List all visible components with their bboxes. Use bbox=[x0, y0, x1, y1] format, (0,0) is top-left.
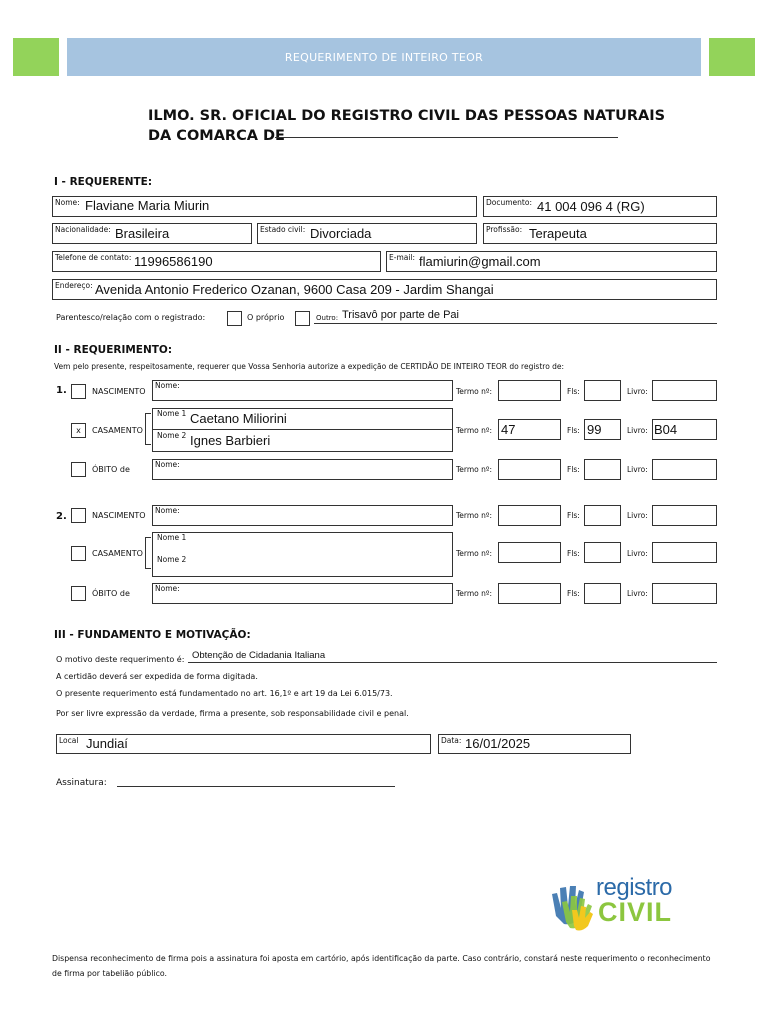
b1-obito-nome-field[interactable] bbox=[152, 459, 453, 480]
motivo-value: Obtenção de Cidadania Italiana bbox=[192, 650, 326, 661]
b1-nome1-value: Caetano Miliorini bbox=[190, 411, 287, 426]
b1-casamento-nome1-field[interactable] bbox=[152, 408, 453, 430]
telefone-value: 11996586190 bbox=[134, 254, 213, 269]
title-line-2: DA COMARCA DE bbox=[148, 128, 285, 144]
banner-title: REQUERIMENTO DE INTEIRO TEOR bbox=[284, 50, 484, 64]
b2-nascimento-termo-label: Termo nº: bbox=[456, 511, 492, 520]
b1-nome2-value: Ignes Barbieri bbox=[190, 433, 271, 448]
b1-nome2-label: Nome 2 bbox=[157, 431, 187, 440]
nome-field[interactable] bbox=[52, 196, 477, 217]
form-banner bbox=[67, 38, 701, 76]
block-2-number: 2. bbox=[56, 511, 67, 522]
b1-obito-livro-field[interactable] bbox=[652, 459, 717, 480]
b2-casamento-nomes-field[interactable] bbox=[152, 532, 453, 577]
b1-casamento-termo-field[interactable] bbox=[498, 419, 561, 440]
email-field[interactable] bbox=[386, 251, 717, 272]
b1-nascimento-checkbox[interactable] bbox=[71, 384, 86, 399]
parentesco-label: Parentesco/relação com o registrado: bbox=[56, 313, 206, 322]
comarca-line[interactable] bbox=[275, 137, 618, 138]
b2-nascimento-nome-field[interactable] bbox=[152, 505, 453, 526]
b2-nascimento-fls-field[interactable] bbox=[584, 505, 621, 526]
local-label: Local bbox=[59, 736, 79, 745]
b1-casamento-fls-field[interactable] bbox=[584, 419, 621, 440]
b1-obito-fls-label: Fls: bbox=[567, 465, 580, 474]
b1-nascimento-termo-field[interactable] bbox=[498, 380, 561, 401]
b1-nascimento-livro-field[interactable] bbox=[652, 380, 717, 401]
b1-nascimento-nome-field[interactable] bbox=[152, 380, 453, 401]
b1-nome1-label: Nome 1 bbox=[157, 409, 187, 418]
title-line-1: ILMO. SR. OFICIAL DO REGISTRO CIVIL DAS PESSOAS NATURAIS bbox=[148, 108, 666, 124]
outro-label: Outro: bbox=[316, 314, 339, 322]
estado-civil-label: Estado civil: bbox=[260, 225, 306, 234]
section-1-heading: I - REQUERENTE: bbox=[54, 176, 153, 188]
section-3-heading: III - FUNDAMENTO E MOTIVAÇÃO: bbox=[54, 629, 251, 641]
b2-nome2-label: Nome 2 bbox=[157, 555, 187, 564]
fundamento-line-3: Por ser livre expressão da verdade, firma a presente, sob responsabilidade civil e penal. bbox=[56, 709, 409, 718]
profissao-value: Terapeuta bbox=[529, 226, 587, 241]
logo-text-civil: CIVIL bbox=[598, 897, 673, 927]
b1-nascimento-fls-field[interactable] bbox=[584, 380, 621, 401]
nacionalidade-field[interactable] bbox=[52, 223, 252, 244]
b2-casamento-termo-label: Termo nº: bbox=[456, 549, 492, 558]
b2-casamento-livro-label: Livro: bbox=[627, 549, 648, 558]
b1-casamento-termo-label: Termo nº: bbox=[456, 426, 492, 435]
endereco-label: Endereço: bbox=[55, 281, 93, 290]
b2-nascimento-termo-field[interactable] bbox=[498, 505, 561, 526]
section-2-heading: II - REQUERIMENTO: bbox=[54, 344, 173, 356]
outro-value: Trisavô por parte de Pai bbox=[342, 309, 459, 321]
b2-nascimento-livro-label: Livro: bbox=[627, 511, 648, 520]
b2-nascimento-fls-label: Fls: bbox=[567, 511, 580, 520]
b2-casamento-fls-label: Fls: bbox=[567, 549, 580, 558]
b1-obito-termo-label: Termo nº: bbox=[456, 465, 492, 474]
endereco-field[interactable] bbox=[52, 279, 717, 300]
documento-value: 41 004 096 4 (RG) bbox=[537, 199, 645, 214]
motivo-label: O motivo deste requerimento é: bbox=[56, 655, 185, 664]
b2-nascimento-livro-field[interactable] bbox=[652, 505, 717, 526]
b2-obito-checkbox[interactable] bbox=[71, 586, 86, 601]
documento-label: Documento: bbox=[486, 198, 532, 207]
data-field[interactable] bbox=[438, 734, 631, 754]
footnote: Dispensa reconhecimento de firma pois a assinatura foi aposta em cartório, após identificação da parte. Caso contrário, constará neste requerimento o reconhecimento de firma por tabelião público. bbox=[52, 954, 711, 978]
b2-obito-livro-field[interactable] bbox=[652, 583, 717, 604]
left-green-square bbox=[13, 38, 59, 76]
b2-casamento-label: CASAMENTO bbox=[92, 549, 143, 558]
b1-obito-nome-label: Nome: bbox=[155, 460, 180, 469]
data-value: 16/01/2025 bbox=[465, 736, 531, 751]
nacionalidade-label: Nacionalidade: bbox=[55, 225, 111, 234]
b1-casamento-livro-field[interactable] bbox=[652, 419, 717, 440]
email-value: flamiurin@gmail.com bbox=[419, 254, 541, 269]
outro-line[interactable] bbox=[314, 323, 717, 324]
right-green-square bbox=[709, 38, 755, 76]
local-field[interactable] bbox=[56, 734, 431, 754]
b1-casamento-label: CASAMENTO bbox=[92, 426, 143, 435]
outro-checkbox[interactable] bbox=[295, 311, 310, 326]
b2-nascimento-checkbox[interactable] bbox=[71, 508, 86, 523]
b1-casamento-fls-label: Fls: bbox=[567, 426, 580, 435]
b2-obito-termo-field[interactable] bbox=[498, 583, 561, 604]
data-label: Data: bbox=[441, 736, 462, 745]
b1-obito-label: ÓBITO de bbox=[92, 465, 130, 474]
b1-nascimento-fls-label: Fls: bbox=[567, 387, 580, 396]
b1-casamento-bracket bbox=[145, 413, 151, 445]
registro-civil-logo bbox=[548, 872, 708, 932]
b1-casamento-checkbox[interactable]: x bbox=[71, 423, 86, 438]
requerimento-intro: Vem pelo presente, respeitosamente, requerer que Vossa Senhoria autorize a expedição de CERTIDÃO DE INTEIRO TEOR do registro de: bbox=[54, 362, 565, 371]
b2-nome1-label: Nome 1 bbox=[157, 533, 187, 542]
telefone-field[interactable] bbox=[52, 251, 381, 272]
b2-obito-termo-label: Termo nº: bbox=[456, 589, 492, 598]
email-label: E-mail: bbox=[389, 253, 416, 262]
block-1-number: 1. bbox=[56, 385, 67, 396]
b2-obito-nome-label: Nome: bbox=[155, 584, 180, 593]
local-value: Jundiaí bbox=[86, 736, 128, 751]
page-title bbox=[148, 106, 665, 146]
motivo-line[interactable] bbox=[188, 662, 717, 663]
b1-obito-checkbox[interactable] bbox=[71, 462, 86, 477]
b2-obito-label: ÓBITO de bbox=[92, 589, 130, 598]
b1-nascimento-livro-label: Livro: bbox=[627, 387, 648, 396]
fundamento-line-1: A certidão deverá ser expedida de forma digitada. bbox=[56, 672, 258, 681]
b1-casamento-livro-label: Livro: bbox=[627, 426, 648, 435]
b2-nascimento-nome-label: Nome: bbox=[155, 506, 180, 515]
profissao-field[interactable] bbox=[483, 223, 717, 244]
b2-obito-fls-label: Fls: bbox=[567, 589, 580, 598]
profissao-label: Profissão: bbox=[486, 225, 523, 234]
b2-casamento-bracket bbox=[145, 537, 151, 569]
logo-text-registro: registro bbox=[596, 874, 673, 901]
b2-casamento-termo-field[interactable] bbox=[498, 542, 561, 563]
b2-casamento-fls-field[interactable] bbox=[584, 542, 621, 563]
b2-casamento-livro-field[interactable] bbox=[652, 542, 717, 563]
endereco-value: Avenida Antonio Frederico Ozanan, 9600 Casa 209 - Jardim Shangai bbox=[95, 282, 494, 297]
b1-obito-termo-field[interactable] bbox=[498, 459, 561, 480]
assinatura-label: Assinatura: bbox=[56, 778, 107, 788]
nome-label: Nome: bbox=[55, 198, 80, 207]
b2-obito-fls-field[interactable] bbox=[584, 583, 621, 604]
b1-nascimento-label: NASCIMENTO bbox=[92, 387, 146, 396]
proprio-checkbox[interactable] bbox=[227, 311, 242, 326]
b1-casamento-nome2-field[interactable] bbox=[152, 429, 453, 452]
assinatura-line[interactable] bbox=[117, 786, 395, 787]
b1-livro-value: B04 bbox=[654, 422, 678, 437]
b2-casamento-checkbox[interactable] bbox=[71, 546, 86, 561]
fundamento-line-2: O presente requerimento está fundamentado no art. 16,1º e art 19 da Lei 6.015/73. bbox=[56, 689, 393, 698]
telefone-label: Telefone de contato: bbox=[55, 253, 132, 262]
documento-field[interactable] bbox=[483, 196, 717, 217]
b1-termo-value: 47 bbox=[501, 422, 516, 437]
b2-obito-livro-label: Livro: bbox=[627, 589, 648, 598]
b1-nascimento-nome-label: Nome: bbox=[155, 381, 180, 390]
b1-obito-fls-field[interactable] bbox=[584, 459, 621, 480]
estado-civil-field[interactable] bbox=[257, 223, 477, 244]
estado-civil-value: Divorciada bbox=[310, 226, 372, 241]
proprio-label: O próprio bbox=[247, 313, 285, 322]
b2-obito-nome-field[interactable] bbox=[152, 583, 453, 604]
b1-obito-livro-label: Livro: bbox=[627, 465, 648, 474]
b2-nascimento-label: NASCIMENTO bbox=[92, 511, 146, 520]
nome-value: Flaviane Maria Miurin bbox=[85, 198, 210, 213]
b1-fls-value: 99 bbox=[587, 422, 602, 437]
nacionalidade-value: Brasileira bbox=[115, 226, 170, 241]
b1-nascimento-termo-label: Termo nº: bbox=[456, 387, 492, 396]
